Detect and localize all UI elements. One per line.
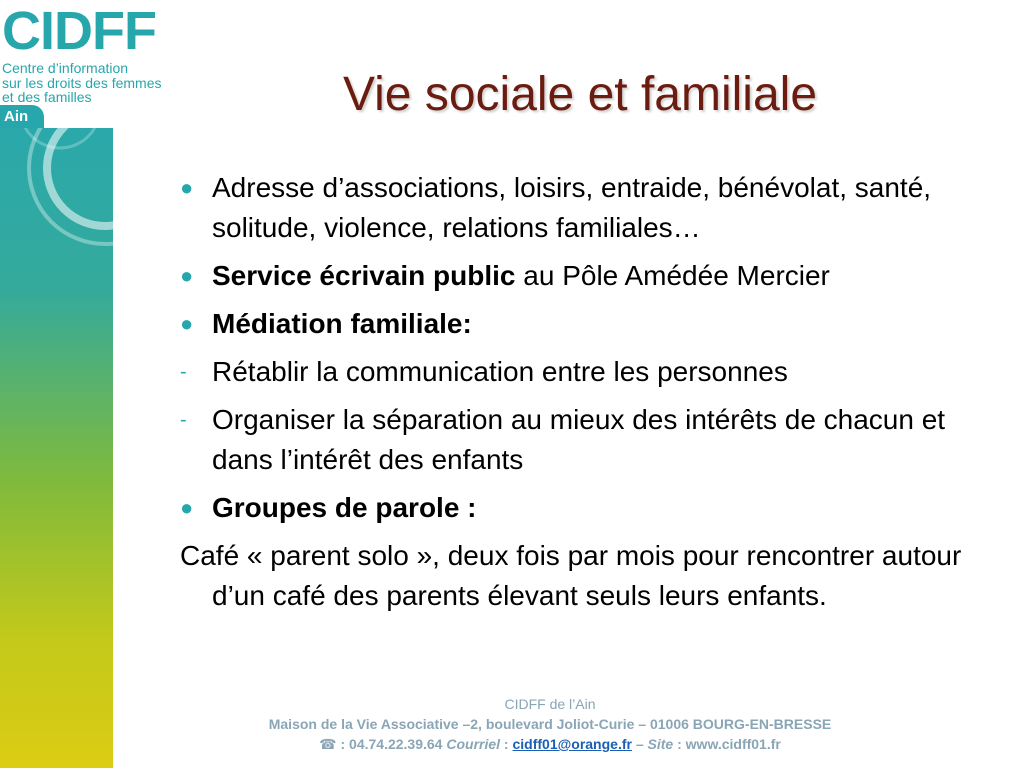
slide-content: [180, 168, 1000, 624]
bullet-icon: ●: [180, 175, 194, 200]
list-item-bold: Groupes de parole :: [212, 492, 477, 523]
list-item-text: au Pôle Amédée Mercier: [515, 260, 830, 291]
list-item-text: Organiser la séparation au mieux des intérêts de chacun et dans l’intérêt des enfants: [212, 404, 946, 475]
list-item: [180, 400, 1000, 480]
footer-address: Maison de la Vie Associative –2, boulevard Joliot-Curie – 01006 BOURG-EN-BRESSE: [268, 716, 832, 732]
list-item: [180, 256, 1000, 296]
logo-badge-ain: Ain: [0, 105, 44, 128]
list-item: [180, 168, 1000, 248]
phone-text: ☎ : 04.74.22.39.64: [319, 736, 447, 752]
list-item-text: Adresse d’associations, loisirs, entraide, bénévolat, santé, solitude, violence, relations familiales…: [212, 172, 932, 243]
list-item-text: Rétablir la communication entre les personnes: [212, 356, 788, 387]
slide-footer: [150, 694, 950, 754]
logo-subtitle: Centre d’information sur les droits des femmes et des familles: [2, 60, 162, 106]
bullet-icon: ●: [180, 263, 194, 288]
site-url: www.cidff01.fr: [685, 736, 781, 752]
dash-icon: -: [180, 361, 187, 383]
dash-icon: -: [180, 409, 187, 431]
list-item: [180, 536, 1000, 616]
courriel-separator: :: [500, 736, 513, 752]
footer-dash: –: [631, 736, 648, 752]
list-item-bold: Médiation familiale:: [212, 308, 472, 339]
site-separator: :: [673, 736, 686, 752]
decorative-side-band: [0, 128, 113, 768]
bullet-icon: ●: [180, 311, 194, 336]
footer-contact: [150, 734, 950, 754]
courriel-label: Courriel: [446, 736, 501, 752]
email-link[interactable]: cidff01@orange.fr: [512, 736, 632, 752]
list-item-text: Café « parent solo », deux fois par mois pour rencontrer autour d’un café des parents élevant seuls leurs enfants.: [180, 540, 962, 611]
logo-wordmark: CIDFF: [2, 1, 156, 61]
list-item-bold: Service écrivain public: [212, 260, 516, 291]
footer-org: CIDFF de l’Ain: [504, 696, 596, 712]
list-item: [180, 488, 1000, 528]
bullet-icon: ●: [180, 495, 194, 520]
slide-title: Vie sociale et familiale: [342, 68, 818, 121]
decorative-circles: [0, 128, 113, 768]
list-item: [180, 304, 1000, 344]
site-label: Site: [647, 736, 674, 752]
cidff-logo: [0, 0, 200, 128]
list-item: [180, 352, 1000, 392]
